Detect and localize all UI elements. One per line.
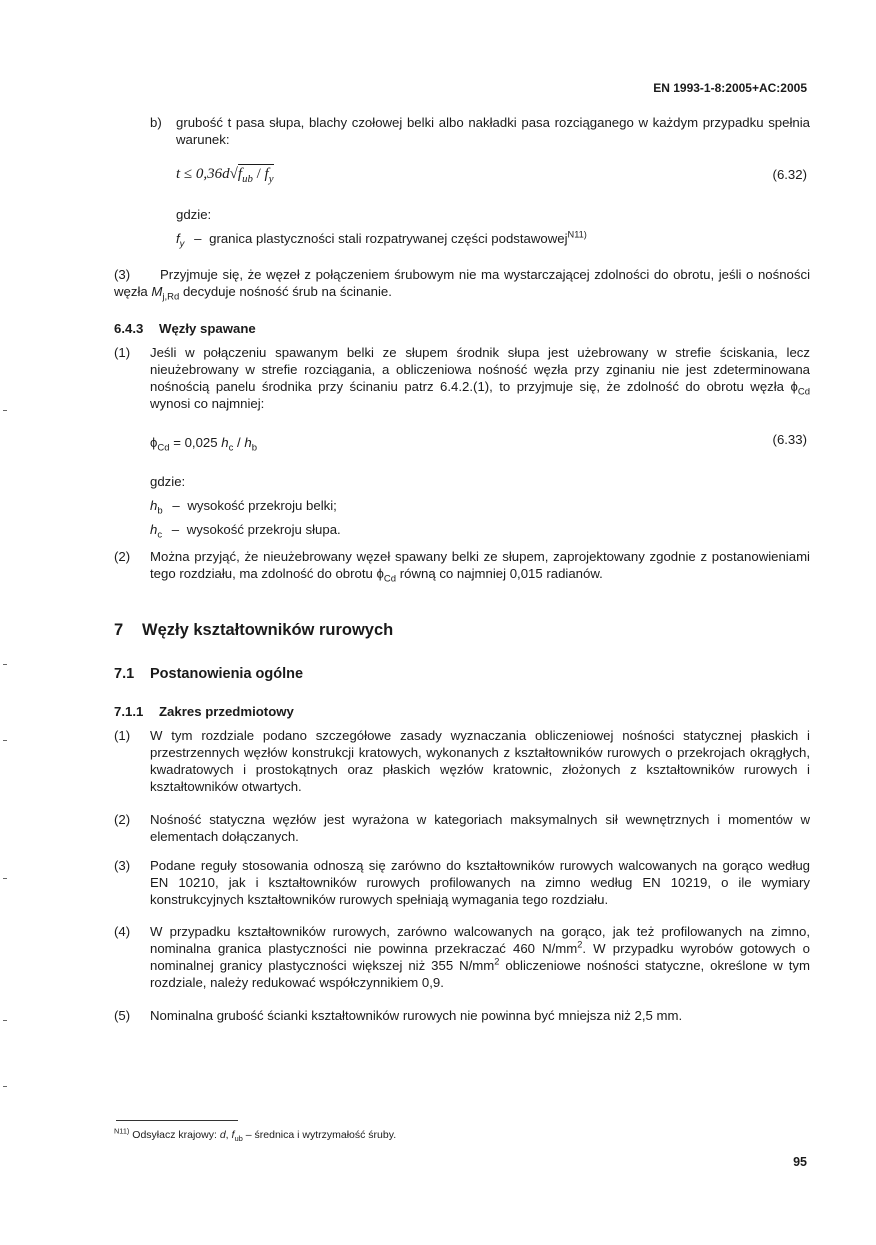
- paragraph-label: (1): [114, 345, 131, 360]
- section-heading-7-1: [114, 666, 303, 683]
- text-c: obliczeniowe nośności statyczne, określone w tym rozdziale, należy redukować współczynnikiem 0,9.: [150, 958, 810, 990]
- eq-lhs: t ≤ 0,36: [176, 166, 223, 182]
- paragraph-7-1-1-5: [114, 1007, 810, 1027]
- phi-symbol: ϕ: [376, 566, 384, 581]
- phi-sub: Cd: [797, 386, 810, 398]
- section-heading-7-1-1: [114, 703, 294, 720]
- paragraph-text: Nośność statyczna węzłów jest wyrażona w kategoriach maksymalnych sił wewnętrznych i momentów w elementach dołączanych.: [150, 812, 810, 844]
- symbol-m: M: [151, 284, 163, 299]
- paragraph-label: (3): [114, 858, 131, 873]
- scan-mark: [3, 410, 7, 411]
- footnote-ref: N11): [567, 229, 587, 240]
- section-heading-7: [114, 622, 393, 639]
- eq-hc-sub: c: [228, 442, 234, 454]
- footnote-f-sub: ub: [234, 1134, 243, 1144]
- section-number: 6.4.3: [114, 321, 144, 336]
- paragraph-6-4-3-1: [114, 344, 810, 414]
- text-a: Można przyjąć, że nieużebrowany węzeł spawany belki ze słupem, zaprojektowany zgodnie z postanowieniami tego rozdziału, ma zdolność do obrotu: [150, 549, 810, 581]
- section-number: 7.1: [114, 666, 135, 682]
- paragraph-text: [150, 344, 810, 412]
- text-b: . W przypadku wyrobów gotowych o nominalnej granicy plastyczności większej niż 355 N/mm: [150, 941, 810, 973]
- paragraph-label: (4): [114, 924, 131, 939]
- eq-h: h: [221, 435, 229, 450]
- scan-mark: [3, 740, 7, 741]
- eq-phi-sub: Cd: [157, 442, 170, 454]
- eq-sub-ub: ub: [242, 173, 253, 185]
- text-a: W przypadku kształtowników rurowych, zarówno walcowanych na gorąco, jak też profilowanych na zimno, nominalna granica plastyczności nie powinna przekraczać 460 N/mm: [150, 924, 810, 956]
- def-symbol-sub: y: [179, 238, 185, 250]
- eq-h2: h: [244, 435, 252, 450]
- def-dash: –: [171, 522, 180, 537]
- section-title: Zakres przedmiotowy: [159, 704, 294, 719]
- section-title: Postanowienia ogólne: [150, 666, 304, 682]
- def-symbol: h: [150, 498, 158, 513]
- def-text: granica plastyczności stali rozpatrywanej części podstawowej: [209, 231, 568, 246]
- footnote-f: f: [231, 1129, 235, 1141]
- section-title: Węzły spawane: [159, 321, 256, 336]
- eq-sub-y: y: [268, 173, 274, 185]
- where-label: gdzie:: [176, 207, 212, 222]
- item-label: b): [150, 115, 162, 130]
- def-text: wysokość przekroju belki;: [187, 498, 337, 513]
- paragraph-label: (2): [114, 549, 131, 564]
- eq-d: d: [222, 166, 230, 182]
- equation-number: (6.33): [772, 432, 807, 447]
- eq-mid: = 0,025: [169, 435, 222, 450]
- footnote-text-a: Odsyłacz krajowy:: [129, 1129, 220, 1141]
- phi-sub: Cd: [383, 573, 397, 585]
- paragraph-text: [150, 923, 810, 991]
- paragraph-text: Nominalna grubość ścianki kształtowników rurowych nie powinna być mniejsza niż 2,5 mm.: [150, 1008, 683, 1023]
- definition-fy: [176, 229, 587, 250]
- paragraph-text-a: Przyjmuje się, że węzeł z połączeniem śrubowym nie ma wystarczającej zdolności do obrotu, jeśli o nośności węzła: [114, 267, 810, 299]
- paragraph-label: (5): [114, 1008, 131, 1023]
- section-title: Węzły kształtowników rurowych: [142, 621, 394, 639]
- sqrt-sign: √: [229, 166, 238, 182]
- def-symbol-sub: c: [157, 529, 163, 541]
- paragraph-7-1-1-1: [114, 727, 810, 797]
- section-heading-6-4-3: [114, 320, 256, 337]
- section-number: 7: [114, 621, 124, 639]
- def-symbol: h: [150, 522, 158, 537]
- symbol-sub: j,Rd: [162, 291, 180, 303]
- radicand: [237, 164, 274, 185]
- equation-number: (6.32): [772, 167, 807, 182]
- def-symbol-sub: b: [157, 505, 163, 517]
- paragraph-3: [114, 266, 810, 303]
- footnote-separator: [116, 1120, 238, 1121]
- paragraph-label: (3): [114, 267, 131, 282]
- scan-mark: [3, 878, 7, 879]
- text-b: równą co najmniej 0,015 radianów.: [396, 566, 603, 581]
- eq-slash: /: [252, 166, 265, 182]
- scan-mark: [3, 1020, 7, 1021]
- eq-slash: /: [233, 435, 245, 450]
- text-end: wynosi co najmniej:: [150, 396, 265, 411]
- footnote-mark: N11): [114, 1126, 130, 1136]
- section-number: 7.1.1: [114, 704, 144, 719]
- def-dash: –: [194, 231, 202, 246]
- paragraph-label: (2): [114, 812, 131, 827]
- paragraph-text-b: decyduje nośność śrub na ścinanie.: [179, 284, 392, 299]
- superscript: 2: [494, 956, 500, 967]
- eq-f: f: [237, 166, 243, 182]
- eq-fy: f: [264, 166, 269, 182]
- paragraph-text: W tym rozdziale podano szczegółowe zasady wyznaczania obliczeniowej nośności statycznej płaskich i przestrzennych węzłów konstrukcji kratowych, wykonanych z kształtowników rurowych o przekrojach okrągłych, kwadratowych i prostokątnych oraz płaskich węzłów kratownic, złożonych z kształtowników rurowych i kształtowników otwartych.: [150, 728, 810, 794]
- footnote-d: d: [219, 1129, 226, 1141]
- def-symbol: f: [176, 231, 180, 246]
- text-main: Jeśli w połączeniu spawanym belki ze słupem środnik słupa jest użebrowany w strefie ściskania, lecz nieużebrowany w strefie rozciągania, a obliczeniowa nośność węzła przy zginaniu nie jest zdeterminowana nośnością panelu środnika przy ścinaniu patrz 6.4.2.(1), to przyjmuje się, że zdolność do obrotu węzła: [150, 345, 810, 394]
- footnote: [114, 1127, 396, 1144]
- paragraph-text: Podane reguły stosowania odnoszą się zarówno do kształtowników rurowych walcowanych na gorąco według EN 10210, jak i kształtowników rurowych profilowanych na zimno według EN 10219, o ile wymiary konstrukcyjnych kształtowników rurowych spełniają wymagania tego rozdziału.: [150, 858, 810, 907]
- paragraph-7-1-1-4: [114, 923, 810, 995]
- def-text: wysokość przekroju słupa.: [186, 522, 341, 537]
- equation-6-32: [176, 166, 274, 183]
- definition-hc: [150, 521, 341, 541]
- footnote-comma: ,: [225, 1129, 232, 1141]
- where-label: gdzie:: [150, 474, 186, 489]
- paragraph-6-4-3-2: [114, 548, 810, 584]
- footnote-text-b: – średnica i wytrzymałość śruby.: [242, 1129, 397, 1141]
- equation-6-33: [150, 434, 257, 454]
- definition-hb: [150, 497, 337, 517]
- paragraph-text: [150, 548, 810, 585]
- scan-mark: [3, 1086, 7, 1087]
- def-dash: –: [172, 498, 180, 513]
- paragraph-7-1-1-2: [114, 811, 810, 847]
- page-number: 95: [793, 1155, 807, 1169]
- list-item-b: [150, 114, 810, 154]
- eq-hb-sub: b: [251, 442, 257, 454]
- phi-symbol: ϕ: [790, 379, 798, 394]
- standard-header: EN 1993-1-8:2005+AC:2005: [653, 81, 807, 95]
- paragraph-label: (1): [114, 728, 131, 743]
- superscript: 2: [577, 939, 583, 950]
- scan-mark: [3, 664, 7, 665]
- item-text: grubość t pasa słupa, blachy czołowej belki albo nakładki pasa rozciąganego w każdym przypadku spełnia warunek:: [176, 115, 810, 147]
- paragraph-7-1-1-3: [114, 857, 810, 911]
- eq-phi: ϕ: [150, 435, 158, 450]
